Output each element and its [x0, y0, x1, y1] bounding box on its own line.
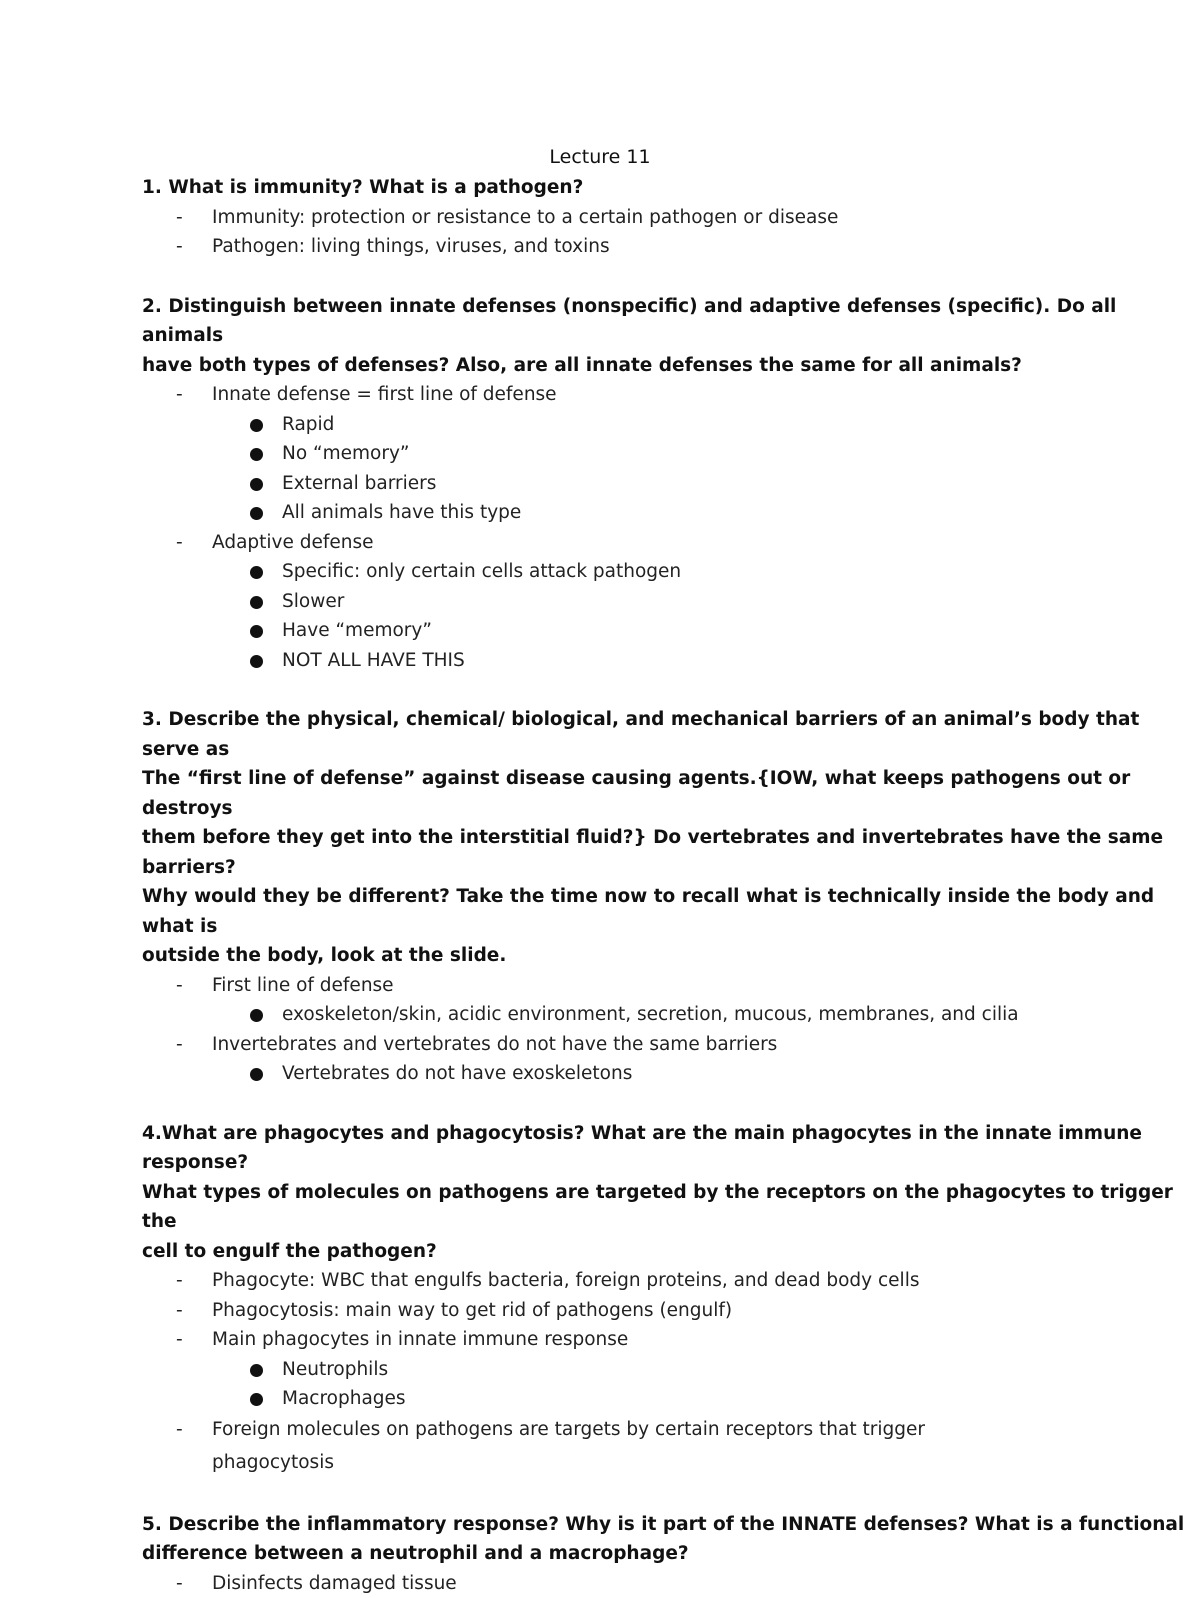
answer-text: Phagocytosis: main way to get rid of pathogens (engulf)	[212, 1300, 732, 1321]
bullet-text: Neutrophils	[282, 1359, 388, 1380]
answer-item	[142, 971, 1194, 1001]
dash-marker: -	[176, 203, 183, 233]
answer-item	[142, 1266, 1194, 1296]
answer-item	[142, 528, 1194, 558]
answer-item	[142, 203, 1194, 233]
answer-text: Pathogen: living things, viruses, and toxins	[212, 236, 610, 257]
bullet-item	[142, 1000, 1194, 1030]
bullet-text: exoskeleton/skin, acidic environment, secretion, mucous, membranes, and cilia	[282, 1004, 1019, 1025]
dash-marker: -	[176, 1296, 183, 1326]
answer-text: Innate defense = first line of defense	[212, 384, 557, 405]
bullet-text: NOT ALL HAVE THIS	[282, 650, 465, 671]
bullet-item	[142, 646, 1194, 676]
dash-marker: -	[176, 1030, 183, 1060]
dash-marker: -	[176, 1414, 183, 1446]
answer-text: Main phagocytes in innate immune response	[212, 1329, 628, 1350]
answer-text: Phagocyte: WBC that engulfs bacteria, foreign proteins, and dead body cells	[212, 1270, 919, 1291]
answer-item	[142, 380, 1194, 410]
bullet-item	[142, 587, 1194, 617]
answer-item	[142, 1325, 1194, 1355]
question-5: 5. Describe the inflammatory response? Why is it part of the INNATE defenses? What is a functional difference between a neutrophil and a macrophage?	[142, 1510, 1194, 1569]
question-1: 1. What is immunity? What is a pathogen?	[142, 173, 1194, 203]
bullet-dot-icon	[250, 448, 263, 461]
answer-text: Disinfects damaged tissue	[212, 1573, 457, 1594]
bullet-dot-icon	[250, 478, 263, 491]
bullet-dot-icon	[250, 1393, 263, 1406]
answer-item	[142, 1414, 1194, 1446]
question-4: 4.What are phagocytes and phagocytosis? What are the main phagocytes in the innate immune response? What types of molecules on pathogens are targeted by the receptors on the phagocytes to trigger the cell to engulf the pathogen?	[142, 1119, 1194, 1267]
bullet-text: Macrophages	[282, 1388, 406, 1409]
bullet-text: Specific: only certain cells attack pathogen	[282, 561, 681, 582]
bullet-item	[142, 469, 1194, 499]
bullet-text: Slower	[282, 591, 344, 612]
bullet-item	[142, 616, 1194, 646]
bullet-text: No “memory”	[282, 443, 410, 464]
bullet-text: Rapid	[282, 414, 334, 435]
answer-text: Adaptive defense	[212, 532, 374, 553]
bullet-item	[142, 557, 1194, 587]
answer-item	[142, 1030, 1194, 1060]
question-2: 2. Distinguish between innate defenses (nonspecific) and adaptive defenses (specific). Do all animals have both types of defenses? Also, are all innate defenses the same for all animals?	[142, 292, 1194, 381]
bullet-dot-icon	[250, 625, 263, 638]
bullet-dot-icon	[250, 655, 263, 668]
dash-marker: -	[176, 528, 183, 558]
question-3: 3. Describe the physical, chemical/ biological, and mechanical barriers of an animal’s body that serve as The “first line of defense” against disease causing agents.{IOW, what keeps pathogens out or destroys them before they get into the interstitial fluid?} Do vertebrates and invertebrates have the same barriers? Why would they be different? Take the time now to recall what is technically inside the body and what is outside the body, look at the slide.	[142, 705, 1194, 971]
answer-continuation: phagocytosis	[142, 1446, 1194, 1480]
bullet-dot-icon	[250, 419, 263, 432]
bullet-text: Vertebrates do not have exoskeletons	[282, 1063, 632, 1084]
answer-item	[142, 1296, 1194, 1326]
bullet-dot-icon	[250, 507, 263, 520]
page-title: Lecture 11	[0, 143, 1200, 171]
bullet-item	[142, 498, 1194, 528]
dash-marker: -	[176, 1325, 183, 1355]
bullet-text: Have “memory”	[282, 620, 432, 641]
bullet-item	[142, 439, 1194, 469]
bullet-dot-icon	[250, 1364, 263, 1377]
bullet-item	[142, 410, 1194, 440]
document-body	[142, 173, 1194, 1598]
answer-item	[142, 232, 1194, 262]
answer-text: Foreign molecules on pathogens are targets by certain receptors that trigger	[212, 1419, 925, 1440]
bullet-dot-icon	[250, 566, 263, 579]
bullet-item	[142, 1059, 1194, 1089]
bullet-item	[142, 1384, 1194, 1414]
answer-text: Invertebrates and vertebrates do not have the same barriers	[212, 1034, 777, 1055]
dash-marker: -	[176, 1266, 183, 1296]
bullet-dot-icon	[250, 1068, 263, 1081]
answer-text: First line of defense	[212, 975, 394, 996]
bullet-dot-icon	[250, 1009, 263, 1022]
bullet-dot-icon	[250, 596, 263, 609]
dash-marker: -	[176, 1569, 183, 1598]
dash-marker: -	[176, 380, 183, 410]
bullet-text: All animals have this type	[282, 502, 521, 523]
answer-text: Immunity: protection or resistance to a certain pathogen or disease	[212, 207, 838, 228]
bullet-item	[142, 1355, 1194, 1385]
dash-marker: -	[176, 232, 183, 262]
dash-marker: -	[176, 971, 183, 1001]
bullet-text: External barriers	[282, 473, 436, 494]
answer-item	[142, 1569, 1194, 1598]
